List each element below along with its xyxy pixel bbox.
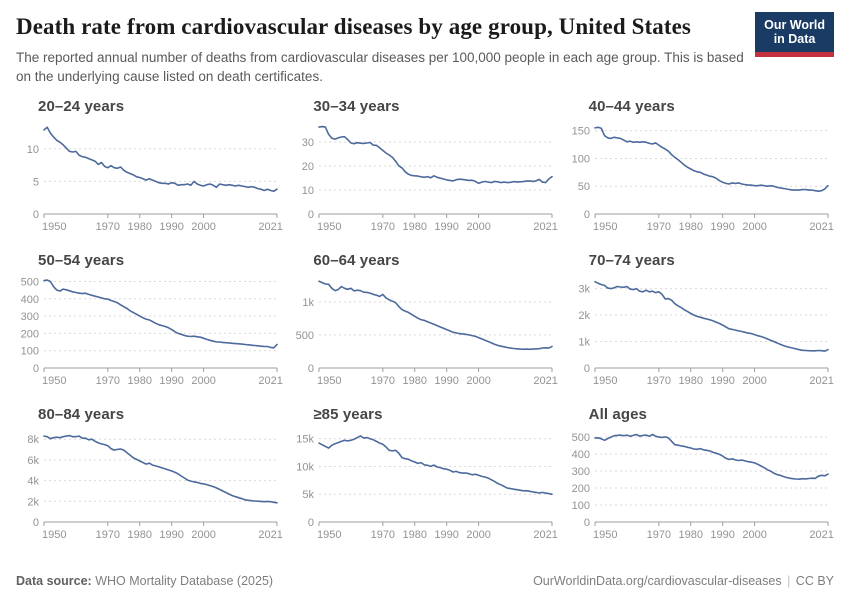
chart-panel (16, 406, 283, 547)
y-axis-tick-label: 0 (583, 209, 590, 222)
y-axis-tick-label: 30 (302, 137, 315, 150)
x-axis-tick-label: 1970 (370, 375, 396, 388)
y-axis-tick-label: 10 (26, 144, 39, 157)
page-subtitle: The reported annual number of deaths from cardiovascular diseases per 100,000 people in each age group. This is based on the underlying cause listed on death certificates. (16, 50, 744, 85)
x-axis-tick-label: 2000 (191, 529, 216, 542)
x-axis-tick-label: 1950 (592, 529, 618, 542)
x-axis-tick-label: 1970 (370, 221, 396, 234)
line-chart-svg (16, 119, 283, 239)
footer-url[interactable]: OurWorldinData.org/cardiovascular-diseases (533, 574, 782, 588)
data-series-line (595, 128, 828, 192)
y-axis-tick-label: 500 (571, 432, 590, 445)
x-axis-tick-label: 1980 (678, 529, 703, 542)
x-axis-tick-label: 1950 (42, 375, 67, 388)
x-axis-tick-label: 1980 (127, 221, 152, 234)
y-axis-tick-label: 4k (27, 475, 39, 488)
y-axis-tick-label: 200 (571, 483, 590, 496)
x-axis-tick-label: 1970 (646, 221, 671, 234)
y-axis-tick-label: 0 (308, 363, 315, 376)
x-axis-tick-label: 1980 (127, 375, 152, 388)
footer-license[interactable]: CC BY (795, 574, 834, 588)
x-axis-tick-label: 2021 (809, 375, 834, 388)
x-axis-tick-label: 1990 (434, 221, 460, 234)
y-axis-tick-label: 100 (571, 500, 590, 513)
x-axis-tick-label: 1990 (434, 529, 460, 542)
y-axis-tick-label: 100 (571, 153, 590, 166)
data-source (16, 574, 273, 588)
x-axis-tick-label: 1980 (678, 375, 703, 388)
chart-footer (16, 574, 834, 588)
y-axis-tick-label: 100 (20, 346, 39, 359)
x-axis-tick-label: 1980 (402, 529, 428, 542)
x-axis-tick-label: 2021 (258, 221, 283, 234)
chart-panel (16, 98, 283, 239)
chart-panel-title: 80–84 years (38, 406, 125, 424)
x-axis-tick-label: 2021 (258, 529, 283, 542)
y-axis-tick-label: 20 (302, 161, 315, 174)
y-axis-tick-label: 300 (571, 466, 590, 479)
line-chart-svg (291, 273, 558, 393)
owid-logo (755, 12, 834, 57)
y-axis-tick-label: 500 (295, 330, 315, 343)
y-axis-tick-label: 15k (296, 433, 315, 446)
y-axis-tick-label: 5 (32, 176, 39, 189)
x-axis-tick-label: 2021 (258, 375, 283, 388)
x-axis-tick-label: 2021 (809, 221, 834, 234)
y-axis-tick-label: 1k (578, 336, 590, 349)
y-axis-tick-label: 2k (27, 496, 39, 509)
x-axis-tick-label: 1950 (42, 221, 67, 234)
x-axis-tick-label: 1970 (370, 529, 396, 542)
y-axis-tick-label: 400 (571, 449, 590, 462)
data-series-line (595, 282, 828, 351)
y-axis-tick-label: 300 (20, 311, 39, 324)
x-axis-tick-label: 2021 (533, 529, 559, 542)
x-axis-tick-label: 1950 (42, 529, 67, 542)
y-axis-tick-label: 0 (308, 209, 315, 222)
line-chart-svg (567, 273, 834, 393)
y-axis-tick-label: 6k (27, 455, 39, 468)
line-chart-svg (16, 273, 283, 393)
data-series-line (319, 127, 552, 184)
x-axis-tick-label: 1950 (317, 375, 342, 388)
owid-logo-line1: Our World (764, 18, 825, 32)
x-axis-tick-label: 1970 (646, 375, 671, 388)
x-axis-tick-label: 1950 (317, 529, 342, 542)
y-axis-tick-label: 500 (20, 276, 39, 289)
footer-right (533, 574, 834, 588)
y-axis-tick-label: 8k (27, 434, 39, 447)
y-axis-tick-label: 0 (32, 517, 39, 530)
y-axis-tick-label: 0 (32, 363, 39, 376)
x-axis-tick-label: 1980 (678, 221, 703, 234)
y-axis-tick-label: 50 (577, 181, 590, 194)
x-axis-tick-label: 1950 (592, 375, 618, 388)
x-axis-tick-label: 1980 (402, 221, 428, 234)
x-axis-tick-label: 1980 (127, 529, 152, 542)
x-axis-tick-label: 2000 (466, 529, 492, 542)
x-axis-tick-label: 2021 (533, 375, 559, 388)
y-axis-tick-label: 2k (578, 310, 590, 323)
data-series-line (44, 280, 277, 348)
x-axis-tick-label: 2000 (191, 221, 216, 234)
x-axis-tick-label: 2021 (533, 221, 559, 234)
x-axis-tick-label: 2000 (466, 221, 492, 234)
line-chart-svg (291, 119, 558, 239)
y-axis-tick-label: 3k (578, 283, 590, 296)
y-axis-tick-label: 0 (308, 517, 315, 530)
footer-separator: | (787, 574, 791, 588)
x-axis-tick-label: 1990 (710, 529, 735, 542)
chart-panel-title: 20–24 years (38, 98, 125, 116)
y-axis-tick-label: 0 (583, 363, 590, 376)
data-series-line (319, 282, 552, 350)
chart-panel-title: 40–44 years (588, 98, 675, 116)
small-multiples-grid (16, 98, 834, 547)
x-axis-tick-label: 1990 (710, 375, 735, 388)
y-axis-tick-label: 0 (583, 517, 590, 530)
x-axis-tick-label: 1990 (159, 529, 184, 542)
x-axis-tick-label: 1950 (592, 221, 618, 234)
chart-panel-title: 30–34 years (313, 98, 400, 116)
chart-panel-title: All ages (588, 406, 647, 424)
chart-panel (567, 406, 834, 547)
y-axis-tick-label: 10k (296, 461, 315, 474)
line-chart-svg (567, 119, 834, 239)
chart-panel-title: ≥85 years (313, 406, 383, 424)
x-axis-tick-label: 1970 (646, 529, 671, 542)
data-series-line (595, 435, 828, 480)
y-axis-tick-label: 150 (571, 125, 590, 138)
y-axis-tick-label: 200 (20, 328, 39, 341)
y-axis-tick-label: 400 (20, 294, 39, 307)
chart-panel (291, 98, 558, 239)
owid-logo-line2: in Data (773, 32, 816, 47)
page-title: Death rate from cardiovascular diseases by age group, United States (16, 14, 691, 39)
line-chart-svg (291, 427, 558, 547)
x-axis-tick-label: 1970 (95, 375, 121, 388)
x-axis-tick-label: 1970 (95, 529, 121, 542)
x-axis-tick-label: 1990 (159, 221, 184, 234)
x-axis-tick-label: 1990 (434, 375, 460, 388)
x-axis-tick-label: 1950 (317, 221, 342, 234)
y-axis-tick-label: 1k (302, 297, 315, 310)
line-chart-svg (567, 427, 834, 547)
chart-panel (291, 252, 558, 393)
y-axis-tick-label: 5k (302, 489, 315, 502)
chart-panel (16, 252, 283, 393)
chart-panel-title: 60–64 years (313, 252, 400, 270)
x-axis-tick-label: 1970 (95, 221, 121, 234)
y-axis-tick-label: 10 (302, 185, 315, 198)
x-axis-tick-label: 2000 (191, 375, 216, 388)
x-axis-tick-label: 2000 (742, 375, 767, 388)
data-series-line (44, 436, 277, 503)
data-series-line (319, 436, 552, 494)
line-chart-svg (16, 427, 283, 547)
data-source-label: Data source: (16, 574, 92, 588)
chart-header (16, 14, 834, 86)
x-axis-tick-label: 1990 (159, 375, 184, 388)
x-axis-tick-label: 2000 (466, 375, 492, 388)
chart-panel (567, 252, 834, 393)
chart-panel-title: 70–74 years (588, 252, 675, 270)
chart-panel (291, 406, 558, 547)
y-axis-tick-label: 0 (32, 209, 39, 222)
x-axis-tick-label: 1990 (710, 221, 735, 234)
data-source-value: WHO Mortality Database (2025) (95, 574, 274, 588)
x-axis-tick-label: 1980 (402, 375, 428, 388)
chart-panel-title: 50–54 years (38, 252, 125, 270)
x-axis-tick-label: 2021 (809, 529, 834, 542)
x-axis-tick-label: 2000 (742, 221, 767, 234)
chart-panel (567, 98, 834, 239)
x-axis-tick-label: 2000 (742, 529, 767, 542)
